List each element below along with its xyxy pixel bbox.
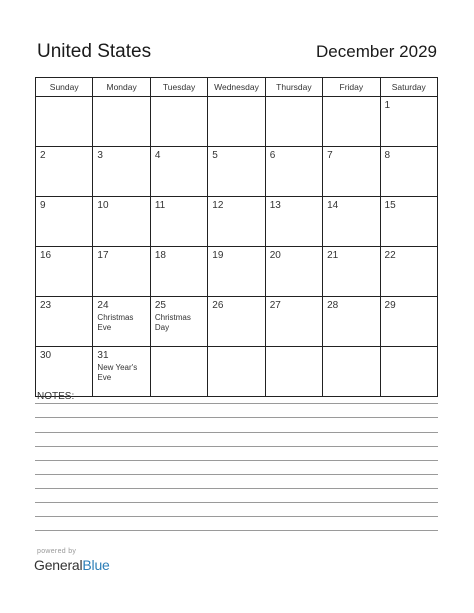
day-cell — [380, 97, 437, 147]
day-cell-content — [93, 297, 149, 346]
day-number: 19 — [212, 250, 224, 261]
day-cell-content — [151, 297, 207, 346]
day-number: 13 — [269, 200, 281, 211]
week-row — [36, 347, 438, 397]
day-number: 22 — [384, 250, 396, 261]
day-cell-content — [323, 197, 379, 246]
day-number: 9 — [40, 200, 46, 211]
day-number: 6 — [269, 150, 276, 161]
day-number: 21 — [327, 250, 339, 261]
weekday-monday: Monday — [93, 78, 150, 97]
weekday-tuesday: Tuesday — [150, 78, 207, 97]
day-cell — [323, 297, 380, 347]
day-cell — [150, 347, 207, 397]
day-cell-content — [36, 197, 92, 246]
weekday-header-row — [36, 78, 438, 97]
day-cell-content — [93, 347, 149, 396]
day-number: 12 — [212, 200, 224, 211]
day-cell-content — [266, 347, 322, 396]
day-cell-content — [266, 197, 322, 246]
day-cell — [93, 297, 150, 347]
day-cell-content — [323, 297, 379, 346]
day-cell — [36, 147, 93, 197]
day-cell-content — [36, 147, 92, 196]
day-cell-content — [151, 97, 207, 146]
note-line — [35, 460, 438, 461]
holiday-label: Christmas Eve — [97, 313, 134, 332]
day-cell — [93, 97, 150, 147]
day-cell-content — [266, 297, 322, 346]
day-cell — [380, 197, 437, 247]
day-cell-content — [381, 197, 437, 246]
day-number: 23 — [40, 300, 52, 311]
day-cell — [380, 147, 437, 197]
day-cell — [380, 297, 437, 347]
day-number: 7 — [327, 150, 333, 161]
day-cell-content — [93, 147, 149, 196]
day-cell — [150, 97, 207, 147]
day-number: 4 — [154, 150, 161, 161]
day-cell-content — [36, 247, 92, 296]
day-number: 17 — [97, 250, 109, 261]
day-cell — [150, 197, 207, 247]
day-number: 10 — [97, 200, 109, 211]
day-cell-content — [381, 97, 437, 146]
month-title: December 2029 — [316, 42, 437, 61]
note-line — [35, 502, 438, 503]
day-cell-content — [266, 147, 322, 196]
day-cell — [265, 97, 322, 147]
note-line — [35, 474, 438, 475]
day-cell-content — [381, 147, 437, 196]
note-line — [35, 516, 438, 517]
weekday-wednesday: Wednesday — [208, 78, 265, 97]
week-row — [36, 247, 438, 297]
day-cell — [380, 347, 437, 397]
holiday-label: Christmas Day — [154, 313, 191, 332]
day-cell — [36, 347, 93, 397]
note-line — [35, 446, 438, 447]
day-number: 1 — [384, 100, 391, 111]
day-number: 18 — [154, 250, 166, 261]
day-cell — [265, 247, 322, 297]
day-number: 11 — [154, 200, 166, 211]
day-cell — [380, 247, 437, 297]
day-cell — [208, 197, 265, 247]
day-cell-content — [151, 147, 207, 196]
day-cell — [208, 97, 265, 147]
day-cell-content — [208, 297, 264, 346]
day-cell — [323, 147, 380, 197]
weekday-saturday: Saturday — [380, 78, 437, 97]
day-cell-content — [93, 97, 149, 146]
day-cell-content — [36, 297, 92, 346]
note-line — [35, 417, 438, 418]
note-line — [35, 530, 438, 531]
day-cell-content — [151, 197, 207, 246]
day-number: 29 — [384, 300, 396, 311]
note-line — [35, 432, 438, 433]
day-cell-content — [151, 347, 207, 396]
day-cell — [265, 297, 322, 347]
day-number: 28 — [327, 300, 339, 311]
day-number: 30 — [40, 350, 52, 361]
day-cell — [93, 197, 150, 247]
day-cell — [36, 197, 93, 247]
week-row — [36, 197, 438, 247]
day-number: 27 — [269, 300, 281, 311]
day-cell — [150, 297, 207, 347]
day-cell — [265, 347, 322, 397]
weekday-sunday: Sunday — [36, 78, 93, 97]
day-cell — [323, 247, 380, 297]
day-cell — [36, 297, 93, 347]
day-cell-content — [381, 347, 437, 396]
day-number: 26 — [212, 300, 224, 311]
note-line — [35, 488, 438, 489]
day-number: 25 — [154, 300, 166, 311]
day-cell-content — [323, 97, 379, 146]
day-cell-content — [208, 97, 264, 146]
powered-by-text: powered by — [37, 548, 77, 555]
day-cell-content — [93, 197, 149, 246]
day-cell-content — [323, 147, 379, 196]
day-number: 16 — [40, 250, 52, 261]
day-number: 8 — [384, 150, 391, 161]
week-row — [36, 97, 438, 147]
day-cell — [265, 197, 322, 247]
day-number: 20 — [269, 250, 281, 261]
day-cell — [208, 147, 265, 197]
day-cell-content — [208, 197, 264, 246]
week-row — [36, 147, 438, 197]
day-cell — [265, 147, 322, 197]
day-cell-content — [323, 247, 379, 296]
day-cell-content — [93, 247, 149, 296]
day-cell-content — [266, 97, 322, 146]
day-cell-content — [36, 97, 92, 146]
holiday-label: New Year's Eve — [97, 363, 138, 382]
day-cell — [323, 347, 380, 397]
day-cell-content — [208, 247, 264, 296]
calendar-body — [36, 97, 438, 397]
day-cell — [208, 247, 265, 297]
day-number: 24 — [97, 300, 109, 311]
day-cell-content — [36, 347, 92, 396]
day-number: 15 — [384, 200, 396, 211]
generalblue-logo — [34, 557, 110, 573]
day-cell — [36, 247, 93, 297]
day-number: 2 — [40, 150, 46, 161]
note-line — [35, 403, 438, 404]
calendar-grid — [35, 77, 438, 397]
day-cell — [208, 297, 265, 347]
notes-label: NOTES: — [37, 391, 75, 402]
day-number: 3 — [97, 150, 103, 161]
day-cell — [93, 247, 150, 297]
day-cell — [150, 147, 207, 197]
day-cell-content — [323, 347, 379, 396]
day-cell-content — [208, 147, 264, 196]
week-row — [36, 297, 438, 347]
brand-general: General — [34, 557, 83, 573]
day-cell-content — [381, 247, 437, 296]
day-number: 14 — [327, 200, 339, 211]
day-cell-content — [381, 297, 437, 346]
day-cell — [93, 147, 150, 197]
day-cell — [150, 247, 207, 297]
day-cell-content — [266, 247, 322, 296]
brand-blue: Blue — [82, 557, 110, 573]
day-cell — [323, 197, 380, 247]
day-cell — [36, 97, 93, 147]
day-cell-content — [208, 347, 264, 396]
day-cell — [323, 97, 380, 147]
day-number: 31 — [97, 350, 109, 361]
country-title: United States — [37, 41, 152, 62]
day-cell — [93, 347, 150, 397]
day-cell — [208, 347, 265, 397]
weekday-friday: Friday — [323, 78, 380, 97]
day-number: 5 — [212, 150, 218, 161]
day-cell-content — [151, 247, 207, 296]
weekday-thursday: Thursday — [265, 78, 322, 97]
